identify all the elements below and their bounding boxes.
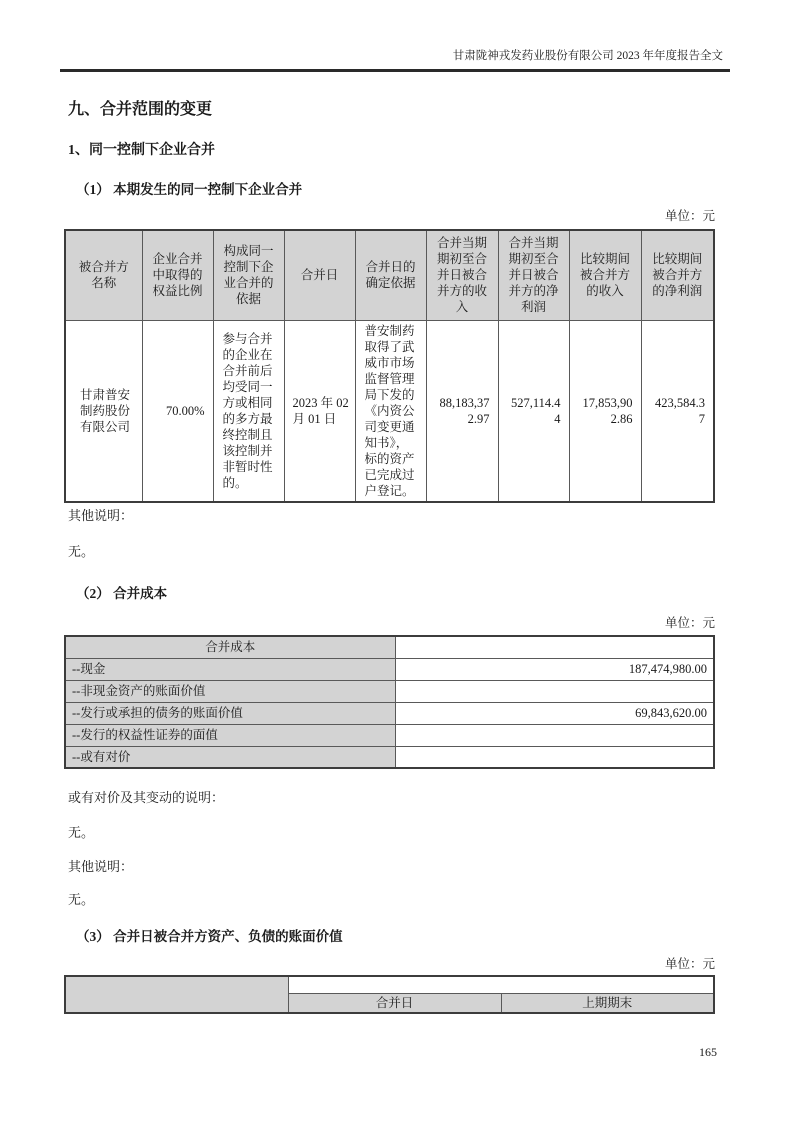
merger-table xyxy=(64,229,715,503)
cell-net-profit-current: 527,114.44 xyxy=(498,320,569,502)
cost-row-value: 69,843,620.00 xyxy=(395,702,714,724)
page-number: 165 xyxy=(699,1045,717,1059)
table-row xyxy=(65,658,714,680)
contingent-note-label: 或有对价及其变动的说明： xyxy=(68,790,225,805)
table-row xyxy=(65,680,714,702)
unit-label-2: 单位：元 xyxy=(664,616,715,630)
unit-label-1: 单位：元 xyxy=(664,209,715,223)
cell-basis: 参与合并的企业在合并前后均受同一方或相同的多方最终控制且该控制并非暂时性的。 xyxy=(213,320,284,502)
cost-row-value xyxy=(395,680,714,702)
cell-revenue-current: 88,183,372.97 xyxy=(426,320,498,502)
cost-table xyxy=(64,635,715,769)
table-row xyxy=(65,702,714,724)
cell-net-profit-compare: 423,584.37 xyxy=(641,320,714,502)
column-header-revenue-compare: 比较期间被合并方的收入 xyxy=(569,230,641,320)
cost-row-value: 187,474,980.00 xyxy=(395,658,714,680)
column-header-prior-period-end: 上期期末 xyxy=(501,993,714,1013)
unit-label-3: 单位：元 xyxy=(664,957,715,971)
item3-heading: （3） 合并日被合并方资产、负债的账面价值 xyxy=(76,929,343,944)
column-header-revenue-current: 合并当期期初至合并日被合并方的收入 xyxy=(426,230,498,320)
column-header-merger-date: 合并日 xyxy=(284,230,355,320)
book-value-table xyxy=(64,975,715,1014)
column-header-merger-date: 合并日 xyxy=(288,993,501,1013)
cell-merger-date: 2023 年 02 月 01 日 xyxy=(284,320,355,502)
table-row xyxy=(65,724,714,746)
item2-heading: （2） 合并成本 xyxy=(76,586,168,601)
column-header-name: 被合并方名称 xyxy=(65,230,142,320)
cell-equity-ratio: 70.00% xyxy=(142,320,213,502)
cost-table-caption-value xyxy=(395,636,714,658)
subsection-heading: 1、同一控制下企业合并 xyxy=(68,143,215,158)
cost-row-label: --现金 xyxy=(65,658,395,680)
book-value-blank-row xyxy=(65,976,714,993)
cell-revenue-compare: 17,853,902.86 xyxy=(569,320,641,502)
none-text-3: 无。 xyxy=(68,892,95,907)
column-header-net-profit-compare: 比较期间被合并方的净利润 xyxy=(641,230,714,320)
report-header-title: 甘肃陇神戎发药业股份有限公司 2023 年年度报告全文 xyxy=(452,50,723,62)
item1-heading: （1） 本期发生的同一控制下企业合并 xyxy=(76,182,303,197)
book-value-blank-cell xyxy=(288,976,714,993)
cell-merged-party-name: 甘肃普安制药股份有限公司 xyxy=(65,320,142,502)
cost-row-label: --或有对价 xyxy=(65,746,395,768)
column-header-net-profit-current: 合并当期期初至合并日被合并方的净利润 xyxy=(498,230,569,320)
merger-table-header-row xyxy=(65,230,714,320)
cost-table-header-row xyxy=(65,636,714,658)
header-rule xyxy=(60,69,730,72)
cost-row-value xyxy=(395,746,714,768)
column-header-date-basis: 合并日的确定依据 xyxy=(355,230,426,320)
table-row xyxy=(65,746,714,768)
none-text-2: 无。 xyxy=(68,825,95,840)
cell-date-basis: 普安制药取得了武威市市场监督管理局下发的《内资公司变更通知书》，标的资产已完成过户登记。 xyxy=(355,320,426,502)
other-notes-label-2: 其他说明： xyxy=(68,859,134,874)
cost-row-label: --发行的权益性证券的面值 xyxy=(65,724,395,746)
none-text-1: 无。 xyxy=(68,544,95,559)
book-value-stub-cell xyxy=(65,976,288,1013)
cost-row-value xyxy=(395,724,714,746)
merger-table-data-row xyxy=(65,320,714,502)
column-header-basis: 构成同一控制下企业合并的依据 xyxy=(213,230,284,320)
cost-row-label: --非现金资产的账面价值 xyxy=(65,680,395,702)
other-notes-label-1: 其他说明： xyxy=(68,508,134,523)
column-header-equity-ratio: 企业合并中取得的权益比例 xyxy=(142,230,213,320)
cost-row-label: --发行或承担的债务的账面价值 xyxy=(65,702,395,724)
section-heading: 九、合并范围的变更 xyxy=(68,101,213,118)
cost-table-caption: 合并成本 xyxy=(65,636,395,658)
